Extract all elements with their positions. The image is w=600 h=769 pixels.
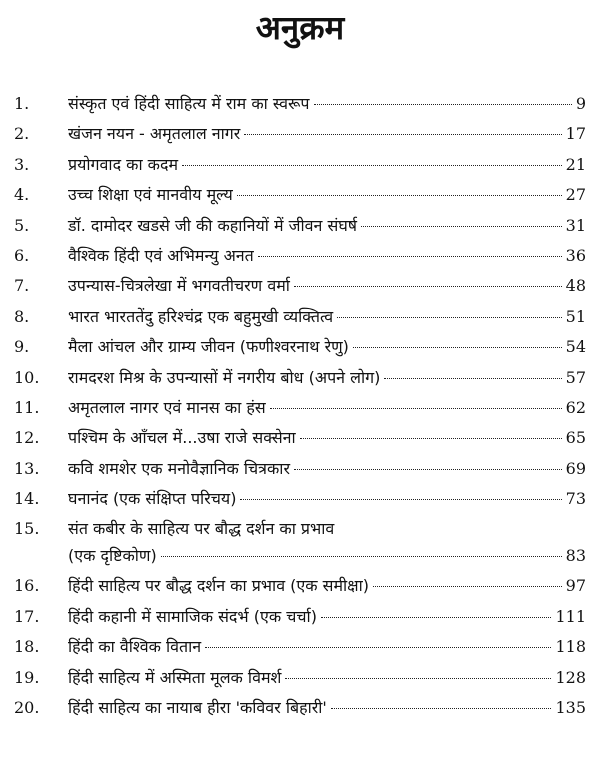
toc-entry-title: पश्चिम के आँचल में...उषा राजे सक्सेना [68, 428, 296, 448]
toc-entry-title: हिंदी कहानी में सामाजिक संदर्भ (एक चर्चा) [68, 606, 317, 626]
toc-entry-number: 18. [14, 637, 40, 657]
dot-leader [337, 317, 562, 318]
toc-entry-page-number: 65 [565, 428, 586, 448]
toc-entry-page-number: 128 [555, 667, 586, 687]
toc-entry-title: हिंदी साहित्य में अस्मिता मूलक विमर्श [68, 667, 282, 687]
toc-entry [0, 303, 600, 333]
toc-entry [0, 694, 600, 724]
toc-entry-title: घनानंद (एक संक्षिप्त परिचय) [68, 489, 237, 509]
dot-leader [237, 195, 562, 196]
dot-leader [182, 165, 562, 166]
toc-entry-title: संस्कृत एवं हिंदी साहित्य में राम का स्वरूप [68, 94, 310, 113]
toc-entry-page-number: 54 [565, 337, 586, 357]
dot-leader [384, 378, 561, 379]
dot-leader [244, 134, 561, 135]
toc-entry-number: 13. [14, 458, 40, 478]
toc-entry-number: 6. [14, 245, 30, 265]
toc-entry-number: 11. [14, 397, 40, 417]
toc-entry-title: भारत भारततेंदु हरिश्चंद्र एक बहुमुखी व्यक्तित्व [68, 306, 334, 326]
table-of-contents [0, 90, 600, 724]
toc-entry [0, 394, 600, 424]
toc-entry-number: 7. [14, 276, 30, 296]
toc-entry-number: 2. [14, 124, 30, 144]
toc-entry-page-number: 9 [575, 94, 586, 113]
toc-entry-number: 4. [14, 185, 30, 205]
toc-entry-title: हिंदी साहित्य पर बौद्ध दर्शन का प्रभाव (एक समीक्षा) [68, 576, 370, 596]
toc-entry-number: 1. [14, 94, 30, 113]
toc-entry-number: 8. [14, 306, 30, 326]
toc-entry-title: रामदरश मिश्र के उपन्यासों में नगरीय बोध (अपने लोग) [68, 367, 381, 387]
toc-entry-page-number: 69 [565, 458, 586, 478]
toc-entry-title: हिंदी का वैश्विक वितान [68, 637, 202, 657]
toc-entry-title: प्रयोगवाद का कदम [68, 154, 179, 174]
dot-leader [285, 678, 551, 679]
toc-entry-page-number: 73 [565, 489, 586, 509]
toc-entry-title-continued: (एक दृष्टिकोण) [68, 546, 157, 566]
dot-leader [258, 256, 562, 257]
toc-entry-number: 20. [14, 698, 40, 718]
toc-entry-title: हिंदी साहित्य का नायाब हीरा 'कविवर बिहारी' [68, 698, 327, 718]
toc-entry [0, 151, 600, 181]
toc-entry-page-number: 17 [565, 124, 586, 144]
toc-entry-page-number: 27 [565, 185, 586, 205]
dot-leader [161, 556, 562, 557]
toc-entry-title: उच्च शिक्षा एवं मानवीय मूल्य [68, 185, 233, 205]
toc-entry-number: 19. [14, 667, 40, 687]
toc-entry [0, 485, 600, 515]
dot-leader [321, 617, 552, 618]
dot-leader [361, 226, 562, 227]
dot-leader [300, 438, 562, 439]
dot-leader [373, 586, 562, 587]
toc-entry-number: 12. [14, 428, 40, 448]
toc-entry-title: संत कबीर के साहित्य पर बौद्ध दर्शन का प्रभाव [68, 519, 335, 539]
toc-entry-title: उपन्यास-चित्रलेखा में भगवतीचरण वर्मा [68, 276, 290, 296]
toc-entry-page-number: 111 [555, 606, 586, 626]
toc-entry-page-number: 51 [565, 306, 586, 326]
page-title: अनुक्रम [255, 8, 345, 47]
toc-entry-page-number: 62 [565, 397, 586, 417]
toc-entry [0, 603, 600, 633]
toc-entry-number: 3. [14, 154, 30, 174]
toc-entry-page-number: 21 [565, 154, 586, 174]
toc-entry [0, 515, 600, 572]
toc-entry-title: वैश्विक हिंदी एवं अभिमन्यु अनत [68, 245, 254, 265]
toc-entry-page-number: 57 [565, 367, 586, 387]
toc-entry-number: 9. [14, 337, 30, 357]
toc-entry-number: 10. [14, 367, 40, 387]
toc-entry [0, 633, 600, 663]
toc-entry-number: 16. [14, 576, 40, 596]
dot-leader [240, 499, 561, 500]
toc-entry [0, 455, 600, 485]
toc-entry-page-number: 31 [565, 215, 586, 235]
toc-entry [0, 212, 600, 242]
dot-leader [294, 286, 562, 287]
toc-entry [0, 364, 600, 394]
toc-entry-page-number: 97 [565, 576, 586, 596]
toc-entry [0, 272, 600, 302]
toc-entry-title: डॉ. दामोदर खडसे जी की कहानियों में जीवन संघर्ष [68, 215, 358, 235]
toc-entry-number: 5. [14, 215, 30, 235]
dot-leader [294, 469, 562, 470]
toc-entry-page-number: 83 [565, 546, 586, 566]
toc-entry-page-number: 135 [555, 698, 586, 718]
toc-entry [0, 90, 600, 120]
toc-entry-title: मैला आंचल और ग्राम्य जीवन (फणीश्वरनाथ रेणु) [68, 337, 349, 357]
toc-entry-page-number: 36 [565, 245, 586, 265]
toc-entry [0, 181, 600, 211]
dot-leader [353, 347, 562, 348]
toc-entry [0, 120, 600, 150]
dot-leader [270, 408, 562, 409]
dot-leader [314, 104, 572, 105]
toc-entry-page-number: 48 [565, 276, 586, 296]
toc-entry [0, 664, 600, 694]
dot-leader [205, 647, 551, 648]
toc-entry-page-number: 118 [555, 637, 586, 657]
toc-entry-title: खंजन नयन - अमृतलाल नागर [68, 124, 241, 144]
toc-entry-number: 14. [14, 489, 40, 509]
toc-entry [0, 572, 600, 602]
toc-entry-number: 17. [14, 606, 40, 626]
toc-entry [0, 424, 600, 454]
toc-entry-title: अमृतलाल नागर एवं मानस का हंस [68, 397, 266, 417]
toc-entry [0, 333, 600, 363]
dot-leader [331, 708, 552, 709]
toc-entry [0, 242, 600, 272]
toc-entry-title: कवि शमशेर एक मनोवैज्ञानिक चित्रकार [68, 458, 290, 478]
toc-entry-number: 15. [14, 519, 40, 539]
